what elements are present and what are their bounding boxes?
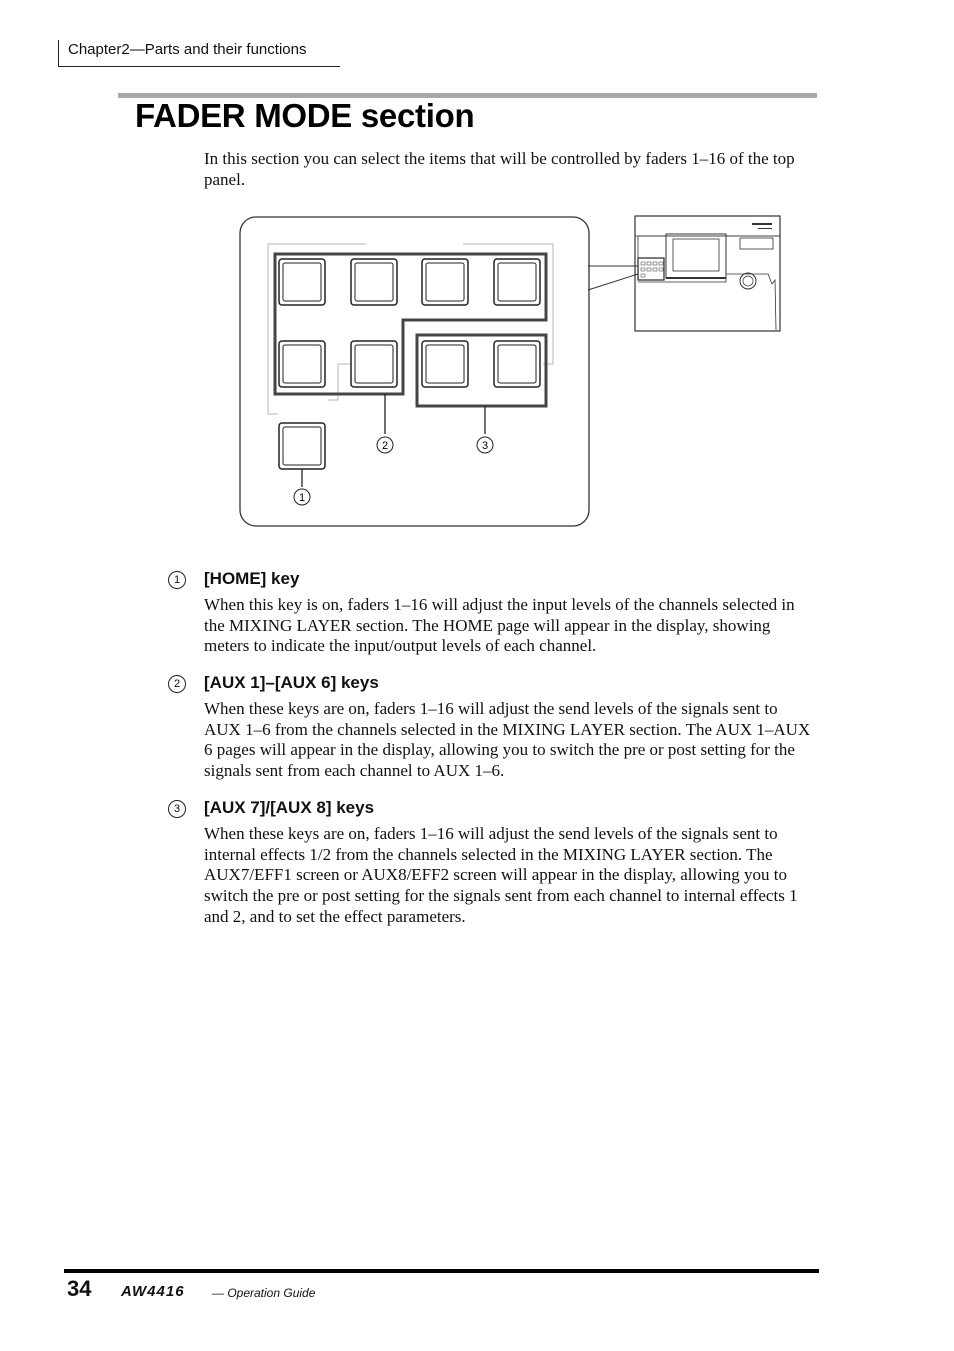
aux-key-8 — [494, 341, 540, 387]
item-body: When these keys are on, faders 1–16 will adjust the send levels of the signals sent to internal effects 1/2 from the channels selected in the MIXING LAYER section. The AUX7/EFF1 screen or AUX8/EFF2 screen will appear in the display, allowing you to switch the pre or post setting for the signals sent from each channel to internal effects 1 and 2, and to set the effect parameters. — [204, 824, 798, 926]
zoom-connectors — [588, 266, 638, 290]
console-thumbnail — [635, 216, 780, 331]
aux-key-5 — [279, 341, 325, 387]
product-logo: AW4416 — [121, 1283, 185, 1300]
aux-key-6 — [351, 341, 397, 387]
item-number: 1 — [168, 571, 186, 589]
aux-key-7 — [422, 341, 468, 387]
callout-1: 1 — [298, 492, 306, 504]
item-body: When these keys are on, faders 1–16 will adjust the send levels of the signals sent to AUX 1–6 from the channels selected in the MIXING LAYER section. The AUX 1–AUX 6 pages will appear in the display, allowing you to switch the pre or post setting for the signals sent from each channel to AUX 1–6. — [204, 699, 811, 781]
aux-key-1 — [279, 259, 325, 305]
footer-rule — [64, 1269, 819, 1273]
intro-paragraph: In this section you can select the items that will be controlled by faders 1–16 of the top panel. — [204, 149, 795, 189]
console-knob — [740, 273, 756, 289]
callout-2: 2 — [381, 440, 389, 452]
console-label-box — [740, 238, 773, 249]
guide-title: — Operation Guide — [212, 1286, 316, 1300]
page-title: FADER MODE section — [135, 97, 475, 134]
item-heading: [AUX 1]–[AUX 6] keys — [204, 673, 379, 692]
fader-mode-diagram — [238, 214, 783, 534]
chapter-title: Chapter2—Parts and their functions — [68, 41, 307, 58]
aux-key-2 — [351, 259, 397, 305]
item-body: When this key is on, faders 1–16 will adjust the input levels of the channels selected in the MIXING LAYER section. The HOME page will appear in the display, showing meters to indicate the input/output levels of each channel. — [204, 595, 795, 656]
item-number: 3 — [168, 800, 186, 818]
item-number: 2 — [168, 675, 186, 693]
aux-key-3 — [422, 259, 468, 305]
chapter-header — [58, 40, 340, 67]
aux-key-4 — [494, 259, 540, 305]
item-heading: [AUX 7]/[AUX 8] keys — [204, 798, 375, 817]
console-logo-marks — [752, 223, 772, 229]
home-key — [279, 423, 325, 469]
page-number: 34 — [67, 1276, 92, 1301]
callout-3: 3 — [481, 440, 489, 452]
item-heading: [HOME] key — [204, 569, 300, 588]
